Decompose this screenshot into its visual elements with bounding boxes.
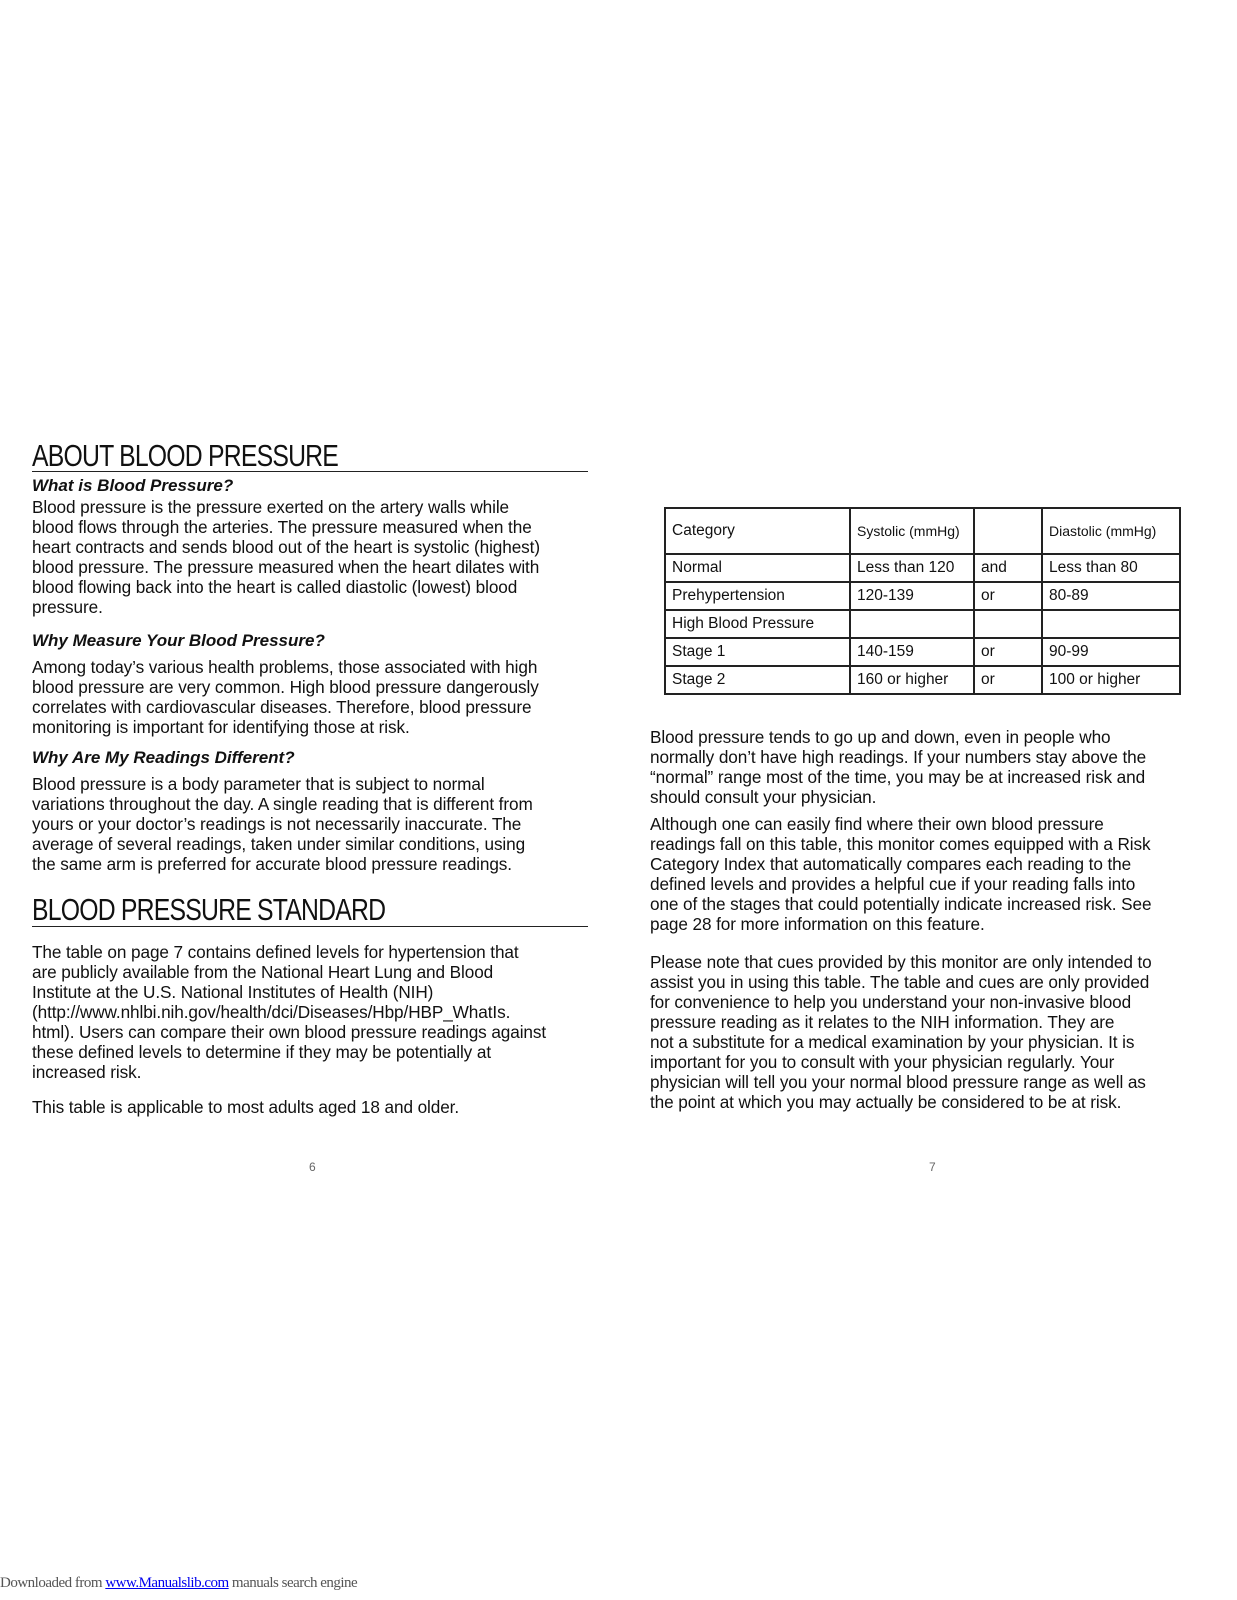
table-cell: Less than 120 <box>850 554 974 582</box>
table-cell: Prehypertension <box>665 582 850 610</box>
table-header-row <box>665 508 1180 554</box>
table-cell: High Blood Pressure <box>665 610 850 638</box>
table-row <box>665 666 1180 694</box>
paragraph-disclaimer: Please note that cues provided by this monitor are only intended to assist you in using this table. The table and cues are only provided for convenience to help you understand your non-invasive blood pressure reading as it relates to the NIH information. They are not a substitute for a medical examination by your physician. It is important for you to consult with your physician regularly. Your physician will tell you your normal blood pressure range as well as the point at which you may actually be considered to be at risk. <box>650 952 1152 1112</box>
table-row <box>665 554 1180 582</box>
table-cell: and <box>974 554 1042 582</box>
table-cell: or <box>974 666 1042 694</box>
table-cell: Normal <box>665 554 850 582</box>
heading-blood-pressure-standard: BLOOD PRESSURE STANDARD <box>32 892 386 927</box>
table-cell: 140-159 <box>850 638 974 666</box>
page-number-right: 7 <box>929 1160 936 1174</box>
paragraph-risk-category: Although one can easily find where their own blood pressure readings fall on this table, this monitor comes equipped with a Risk Category Index that automatically compares each reading to the defined levels and provides a helpful cue if your reading falls into one of the stages that could potentially indicate increased risk. See page 28 for more information on this feature. <box>650 814 1152 934</box>
paragraph-what-is: Blood pressure is the pressure exerted on the artery walls while blood flows through the arteries. The pressure measured when the heart contracts and sends blood out of the heart is systolic (highest) blood pressure. The pressure measured when the heart dilates with blood flowing back into the heart is called diastolic (lowest) blood pressure. <box>32 497 540 617</box>
table-header-cell: Diastolic (mmHg) <box>1042 508 1180 554</box>
footer-prefix: Downloaded from <box>0 1575 106 1591</box>
blood-pressure-table <box>664 507 1181 695</box>
paragraph-applicability: This table is applicable to most adults aged 18 and older. <box>32 1097 460 1117</box>
heading-rule <box>32 471 588 472</box>
paragraph-bp-fluctuation: Blood pressure tends to go up and down, even in people who normally don’t have high readings. If your numbers stay above the “normal” range most of the time, you may be at increased risk and should consult your physician. <box>650 727 1147 807</box>
table-header-cell: Category <box>665 508 850 554</box>
paragraph-standard: The table on page 7 contains defined levels for hypertension that are publicly available from the National Heart Lung and Blood Institute at the U.S. National Institutes of Health (NIH) (http://www.nhlbi.nih.gov/health/dci/Diseases/Hbp/HBP_WhatIs. html). Users can compare their own blood pressure readings against these defined levels to determine if they may be potentially at increased risk. <box>32 942 547 1082</box>
table-cell: 90-99 <box>1042 638 1180 666</box>
table-header-cell <box>974 508 1042 554</box>
table-cell: 80-89 <box>1042 582 1180 610</box>
table-cell <box>1042 610 1180 638</box>
manualslib-link[interactable]: www.Manualslib.com <box>105 1575 229 1591</box>
paragraph-readings-different: Blood pressure is a body parameter that is subject to normal variations throughout the day. A single reading that is different from yours or your doctor’s readings is not necessarily inaccurate. The average of several readings, taken under similar conditions, using the same arm is preferred for accurate blood pressure readings. <box>32 774 533 874</box>
table-cell: Less than 80 <box>1042 554 1180 582</box>
table-cell: Stage 2 <box>665 666 850 694</box>
footer-suffix: manuals search engine <box>228 1575 358 1591</box>
table-cell <box>974 610 1042 638</box>
subheading-why-measure: Why Measure Your Blood Pressure? <box>32 631 325 650</box>
table-cell: 160 or higher <box>850 666 974 694</box>
subheading-what-is: What is Blood Pressure? <box>32 476 234 495</box>
table-cell: or <box>974 582 1042 610</box>
download-footer <box>0 1575 357 1592</box>
table-cell: or <box>974 638 1042 666</box>
heading-about-blood-pressure: ABOUT BLOOD PRESSURE <box>32 438 339 473</box>
table-cell: 100 or higher <box>1042 666 1180 694</box>
table-header-cell: Systolic (mmHg) <box>850 508 974 554</box>
table-cell <box>850 610 974 638</box>
heading-rule <box>32 926 588 927</box>
subheading-readings-different: Why Are My Readings Different? <box>32 748 295 767</box>
table-row <box>665 582 1180 610</box>
paragraph-why-measure: Among today’s various health problems, those associated with high blood pressure are very common. High blood pressure dangerously correlates with cardiovascular diseases. Therefore, blood pressure monitoring is important for identifying those at risk. <box>32 657 539 737</box>
table-cell: Stage 1 <box>665 638 850 666</box>
table-cell: 120-139 <box>850 582 974 610</box>
page-number-left: 6 <box>309 1160 316 1174</box>
table-row <box>665 638 1180 666</box>
table-row <box>665 610 1180 638</box>
